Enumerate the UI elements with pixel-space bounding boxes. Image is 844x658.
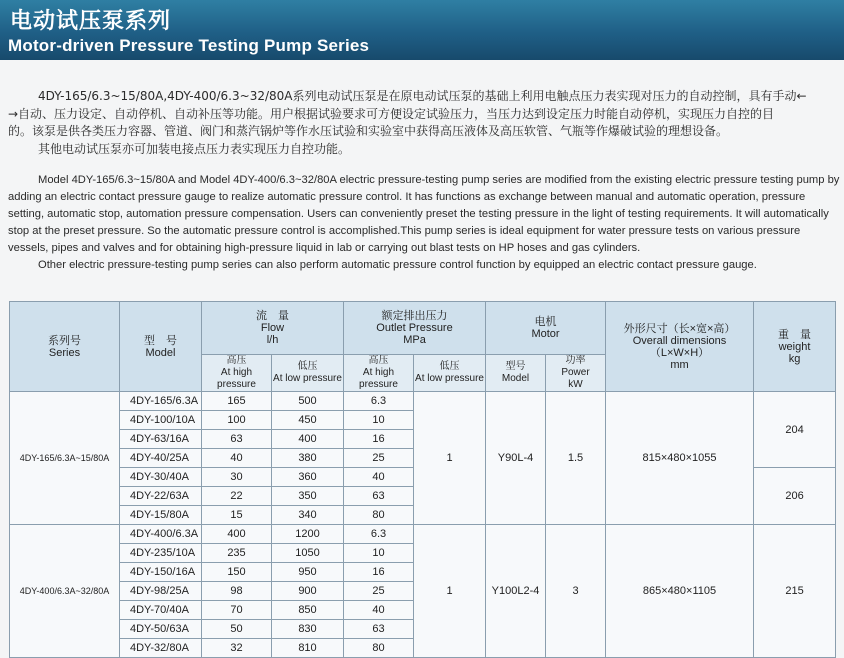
flow-low-cell: 850: [272, 601, 344, 620]
subheader-flow-high: 高压 At high pressure: [202, 355, 272, 392]
flow-high-cell: 70: [202, 601, 272, 620]
model-cell: 4DY-150/16A: [120, 563, 202, 582]
desc-cn-line: →自动、压力设定、自动停机、自动补压等功能。用户根据试验要求可方便设定试验压力，当压力达到设定压力时能自动停机，实现压力自控的目: [8, 106, 775, 121]
power-cell: 3: [546, 525, 606, 658]
dimensions-cell: 865×480×1105: [606, 525, 754, 658]
subheader-flow-low: 低压 At low pressure: [272, 355, 344, 392]
subheader-outlet-high: 高压 At high pressure: [344, 355, 414, 392]
header-series: 系列号 Series: [10, 302, 120, 392]
flow-low-cell: 380: [272, 449, 344, 468]
flow-low-cell: 500: [272, 392, 344, 411]
desc-en-line: adding an electric contact pressure gauge to realize automatic pressure control. It has functions as exchange between manual and automatic operation, pressure: [8, 191, 806, 203]
header-model: 型 号 Model: [120, 302, 202, 392]
pressure-high-cell: 63: [344, 620, 414, 639]
pressure-high-cell: 16: [344, 430, 414, 449]
spec-table: [9, 301, 836, 658]
model-cell: 4DY-22/63A: [120, 487, 202, 506]
subheader-motor-model: 型号 Model: [486, 355, 546, 392]
flow-high-cell: 22: [202, 487, 272, 506]
subheader-outlet-low: 低压 At low pressure: [414, 355, 486, 392]
flow-high-cell: 100: [202, 411, 272, 430]
header-outlet-pressure: 额定排出压力 Outlet Pressure MPa: [344, 302, 486, 355]
title-banner: [0, 0, 844, 60]
pressure-high-cell: 25: [344, 449, 414, 468]
flow-high-cell: 30: [202, 468, 272, 487]
pressure-high-cell: 40: [344, 601, 414, 620]
table-row: [10, 392, 836, 411]
model-cell: 4DY-400/6.3A: [120, 525, 202, 544]
model-cell: 4DY-63/16A: [120, 430, 202, 449]
table-row: [10, 525, 836, 544]
flow-low-cell: 1200: [272, 525, 344, 544]
model-cell: 4DY-40/25A: [120, 449, 202, 468]
flow-low-cell: 340: [272, 506, 344, 525]
desc-en-p2: Other electric pressure-testing pump series can also perform automatic pressure control function by equipped an electric contact pressure gauge.: [38, 259, 757, 271]
series-cell: 4DY-400/6.3A~32/80A: [10, 525, 120, 658]
model-cell: 4DY-235/10A: [120, 544, 202, 563]
flow-high-cell: 150: [202, 563, 272, 582]
flow-high-cell: 15: [202, 506, 272, 525]
desc-en-line: vessels, pipes and valves and for obtaining high-pressure liquid in lab or carrying out blast tests on HP hoses and gas cylinders.: [8, 242, 641, 254]
flow-high-cell: 40: [202, 449, 272, 468]
page-title-cn: 电动试压泵系列: [10, 9, 172, 34]
flow-high-cell: 63: [202, 430, 272, 449]
model-cell: 4DY-32/80A: [120, 639, 202, 658]
pressure-high-cell: 40: [344, 468, 414, 487]
subheader-power: 功率 Power kW: [546, 355, 606, 392]
model-cell: 4DY-98/25A: [120, 582, 202, 601]
header-motor: 电机 Motor: [486, 302, 606, 355]
weight-cell: 215: [754, 525, 836, 658]
motor-model-cell: Y100L2-4: [486, 525, 546, 658]
flow-low-cell: 810: [272, 639, 344, 658]
model-cell: 4DY-50/63A: [120, 620, 202, 639]
model-cell: 4DY-165/6.3A: [120, 392, 202, 411]
flow-low-cell: 450: [272, 411, 344, 430]
weight-cell: 206: [754, 468, 836, 525]
qty-cell: 1: [414, 392, 486, 525]
desc-cn-line: 的。该泵是供各类压力容器、管道、阀门和蒸汽锅炉等作水压试验和实验室中获得高压液体及高压软管、气瓶等作爆破试验的理想设备。: [8, 124, 729, 138]
model-cell: 4DY-100/10A: [120, 411, 202, 430]
flow-high-cell: 235: [202, 544, 272, 563]
qty-cell: 1: [414, 525, 486, 658]
model-cell: 4DY-70/40A: [120, 601, 202, 620]
weight-cell: 204: [754, 392, 836, 468]
flow-low-cell: 950: [272, 563, 344, 582]
desc-cn-p2: 其他电动试压泵亦可加装电接点压力表实现压力自控功能。: [38, 141, 351, 156]
header-dimensions: 外形尺寸（长×宽×高） Overall dimensions （L×W×H） mm: [606, 302, 754, 392]
flow-low-cell: 1050: [272, 544, 344, 563]
description-en: [8, 172, 840, 274]
flow-high-cell: 50: [202, 620, 272, 639]
model-cell: 4DY-15/80A: [120, 506, 202, 525]
flow-low-cell: 830: [272, 620, 344, 639]
header-flow: 流 量 Flow l/h: [202, 302, 344, 355]
series-cell: 4DY-165/6.3A~15/80A: [10, 392, 120, 525]
pressure-high-cell: 80: [344, 639, 414, 658]
pressure-high-cell: 63: [344, 487, 414, 506]
pressure-high-cell: 80: [344, 506, 414, 525]
pressure-high-cell: 25: [344, 582, 414, 601]
flow-high-cell: 32: [202, 639, 272, 658]
pressure-high-cell: 6.3: [344, 525, 414, 544]
desc-cn-line: 4DY-165/6.3~15/80A,4DY-400/6.3~32/80A系列电动试压泵是在原电动试压泵的基础上利用电触点压力表实现对压力的自动控制，具有手动←: [38, 89, 807, 103]
page-title-en: Motor-driven Pressure Testing Pump Series: [8, 36, 370, 55]
header-weight: 重 量 weight kg: [754, 302, 836, 392]
flow-low-cell: 360: [272, 468, 344, 487]
flow-low-cell: 350: [272, 487, 344, 506]
flow-low-cell: 900: [272, 582, 344, 601]
description-cn: [8, 88, 838, 158]
pressure-high-cell: 6.3: [344, 392, 414, 411]
flow-low-cell: 400: [272, 430, 344, 449]
pressure-high-cell: 16: [344, 563, 414, 582]
flow-high-cell: 400: [202, 525, 272, 544]
desc-en-line: stop at the preset pressure. So the automatic pressure control is accomplished.This pump series is ideal equipment for water pressure tests on various pressure: [8, 225, 801, 237]
motor-model-cell: Y90L-4: [486, 392, 546, 525]
pressure-high-cell: 10: [344, 544, 414, 563]
flow-high-cell: 98: [202, 582, 272, 601]
desc-en-line: Model 4DY-165/6.3~15/80A and Model 4DY-400/6.3~32/80A electric pressure-testing pump series are modified from the existing electric pressure testing pump by: [38, 174, 840, 186]
power-cell: 1.5: [546, 392, 606, 525]
model-cell: 4DY-30/40A: [120, 468, 202, 487]
flow-high-cell: 165: [202, 392, 272, 411]
desc-en-line: setting, automatic stop, automation pressure compensation. Users can conveniently preset the testing pressure in the light of testing requirements. It will automatically: [8, 208, 829, 220]
dimensions-cell: 815×480×1055: [606, 392, 754, 525]
pressure-high-cell: 10: [344, 411, 414, 430]
